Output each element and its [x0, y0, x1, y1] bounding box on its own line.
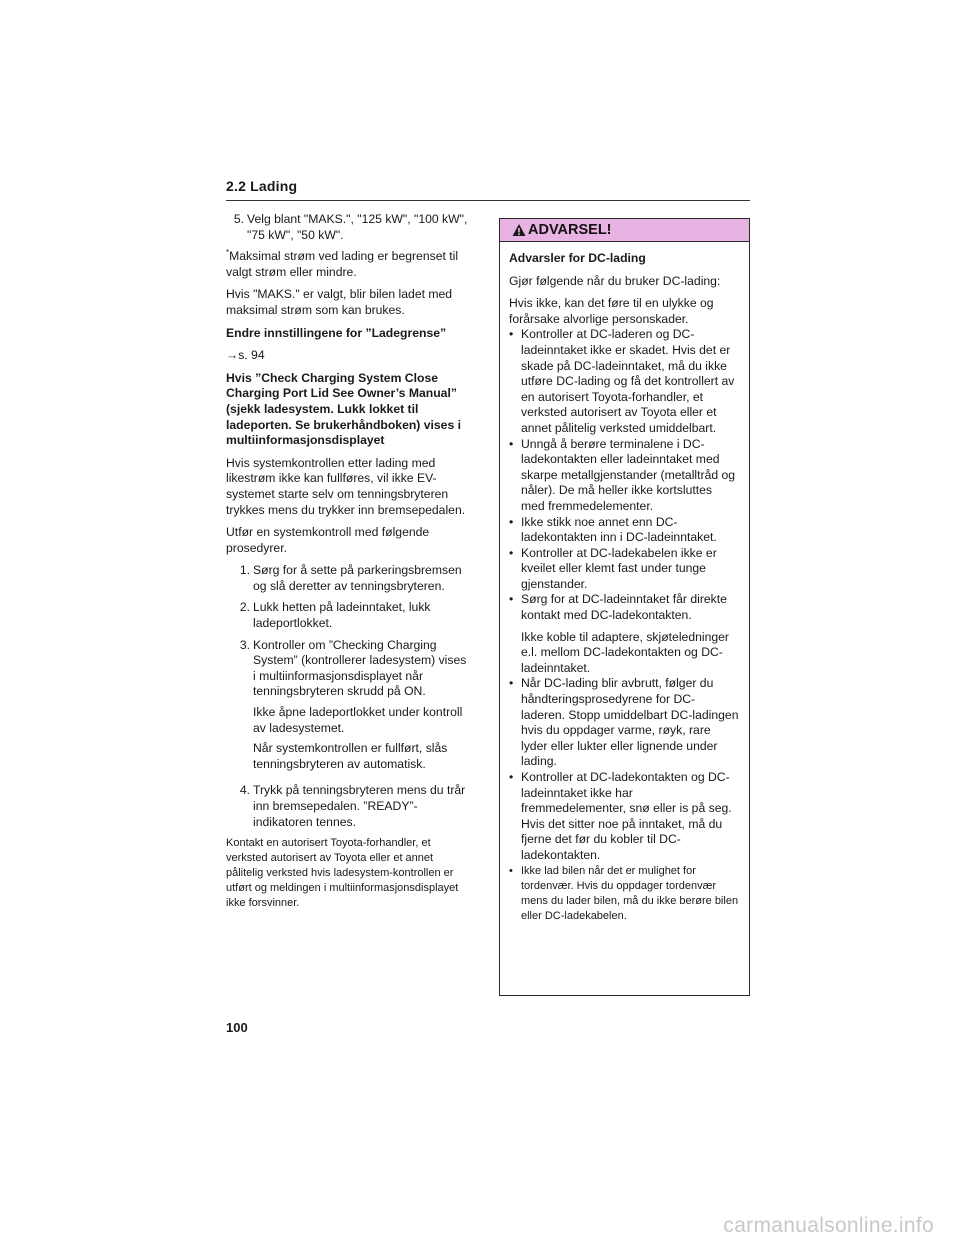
- warning-bullet: [509, 592, 739, 676]
- warning-triangle-icon: [512, 223, 526, 237]
- bullet-glyph: •: [509, 864, 513, 877]
- bullet-text: Kontroller at DC-ladekabelen ikke er kveilet eller klemt fast under tunge gjenstander.: [521, 545, 717, 591]
- bullet-text: Kontroller at DC-laderen og DC-ladeinntaket ikke er skadet. Hvis det er skade på DC-ladeinntaket, må du ikke utføre DC-lading og få det kontrollert av en autorisert Toyota-forhandler, et verksted autorisert av Toyota eller et annet pålitelig verksted umiddelbart.: [521, 327, 735, 435]
- step-2: [226, 600, 472, 631]
- warning-bullet: [509, 327, 739, 436]
- bullet-glyph: •: [509, 770, 514, 784]
- warning-intro: Hvis ikke, kan det føre til en ulykke og forårsake alvorlige personskader.: [509, 296, 714, 326]
- step-4: [226, 783, 472, 830]
- step-text: Sørg for å sette på parkeringsbremsen og slå deretter av tenningsbryteren.: [253, 563, 462, 593]
- warning-subheading: Advarsler for DC-lading: [509, 251, 646, 265]
- bullet-text: Kontroller at DC-ladekontakten og DC-ladeinntaket ikke har fremmedelementer, snø eller is på seg. Hvis det sitter noe på inntaket, må du fjerne det før du kobler til DC-ladekontakten.: [521, 770, 732, 862]
- warning-bullet: [509, 864, 739, 924]
- bullet-text: Sørg for at DC-ladeinntaket får direkte kontakt med DC-ladekontakten.: [521, 592, 727, 623]
- step-number: 1.: [239, 563, 250, 578]
- warning-title: ADVARSEL!: [528, 222, 612, 238]
- step-text: Trykk på tenningsbryteren mens du trår inn bremsepedalen. ”READY”-indikatoren tennes.: [253, 783, 466, 829]
- warning-intro: Gjør følgende når du bruker DC-lading:: [509, 273, 721, 288]
- footnote-text: Maksimal strøm ved lading er begrenset til valgt strøm eller mindre.: [226, 249, 459, 279]
- reference-text[interactable]: s. 94: [238, 348, 265, 363]
- watermark: carmanualsonline.info: [723, 1214, 934, 1237]
- step-1: [226, 563, 472, 594]
- warning-content: [500, 242, 749, 924]
- bullet-glyph: •: [509, 676, 514, 691]
- footnote: [226, 249, 472, 280]
- step-body: [253, 638, 472, 778]
- section-header: [226, 178, 750, 201]
- heading-check-charging: Hvis ”Check Charging System Close Charging Port Lid See Owner’s Manual” (sjekk ladesystem. Lukk lokket til ladeporten. Se brukerhåndboken) vises i multiinformasjonsdisplayet: [226, 370, 462, 448]
- bullet-text: Ikke stikk noe annet enn DC-ladekontakten inn i DC-ladeinntaket.: [521, 514, 717, 545]
- arrow-icon: →: [226, 348, 239, 363]
- step-number: 5.: [233, 212, 244, 226]
- bullet-text: Ikke lad bilen når det er mulighet for tordenvær. Hvis du oppdager tordenvær mens du lader bilen, må du ikke berøre bilen eller DC-ladekabelen.: [521, 864, 739, 922]
- warning-bullet: [509, 770, 739, 864]
- page-number: 100: [226, 1020, 248, 1035]
- bullet-glyph: •: [509, 592, 514, 607]
- section-title: 2.2 Lading: [226, 178, 298, 194]
- paragraph-system: Hvis systemkontrollen etter lading med likestrøm ikke kan fullføres, vil ikke EV-systemet starte selv om tenningsbryteren trykkes mens du trykker inn bremsepedalen.: [226, 455, 466, 517]
- page-reference: [226, 348, 472, 364]
- bullet-text: Når DC-lading blir avbrutt, følger du håndteringsprosedyrene for DC-laderen. Stopp umiddelbart DC-ladingen hvis du oppdager varme, røyk, rare lyder eller lukter eller lignende under lading.: [521, 676, 739, 769]
- step-5: [226, 212, 472, 243]
- warning-header: [500, 219, 749, 242]
- step-number: 4.: [239, 783, 250, 798]
- bullet-glyph: •: [509, 327, 514, 342]
- step-subtext: Ikke åpne ladeportlokket under kontroll av ladesystemet.: [253, 705, 463, 735]
- step-number: 3.: [239, 637, 250, 652]
- bullet-extra: Ikke koble til adaptere, skjøteledninger e.l. mellom DC-ladekontakten og DC-ladeinntaket.: [521, 629, 729, 675]
- left-column: [226, 212, 472, 918]
- step-subtext: Når systemkontrollen er fullført, slås tenningsbryteren av automatisk.: [253, 741, 448, 771]
- warning-bullet: [509, 515, 739, 546]
- step-text: Velg blant "MAKS.", "125 kW", "100 kW", "75 kW", "50 kW".: [247, 212, 468, 242]
- footnote-mark: *: [226, 248, 230, 258]
- heading-ladegrense: Endre innstillingene for ”Ladegrense”: [226, 325, 447, 340]
- warning-box: [499, 218, 750, 996]
- step-3: [226, 638, 472, 778]
- step-text: Lukk hetten på ladeinntaket, lukk ladeportlokket.: [253, 600, 431, 631]
- step-number: 2.: [239, 600, 250, 615]
- paragraph-maks: Hvis "MAKS." er valgt, blir bilen ladet med maksimal strøm som kan brukes.: [226, 287, 453, 317]
- bullet-text: Unngå å berøre terminalene i DC-ladekontakten eller ladeinntaket med skarpe metallgjenstander (metalltråd og nåler). De må heller ikke kortsluttes med fremmedelementer.: [521, 436, 736, 513]
- warning-bullet: [509, 676, 739, 770]
- step-text: Kontroller om ”Checking Charging System” (kontrollerer ladesystem) vises i multiinformasjonsdisplayet når tenningsbryteren skrudd på ON.: [253, 637, 467, 699]
- paragraph-procedure: Utfør en systemkontroll med følgende prosedyrer.: [226, 525, 430, 555]
- small-note: Kontakt en autorisert Toyota-forhandler, et verksted autorisert av Toyota eller et annet pålitelig verksted hvis ladesystem-kontrollen er utført og meldingen i multiinformasjonsdisplayet ikke forsvinner.: [226, 837, 459, 910]
- warning-bullet: [509, 437, 739, 515]
- bullet-glyph: •: [509, 436, 514, 451]
- bullet-glyph: •: [509, 514, 514, 529]
- warning-bullet: [509, 546, 739, 593]
- bullet-glyph: •: [509, 545, 514, 560]
